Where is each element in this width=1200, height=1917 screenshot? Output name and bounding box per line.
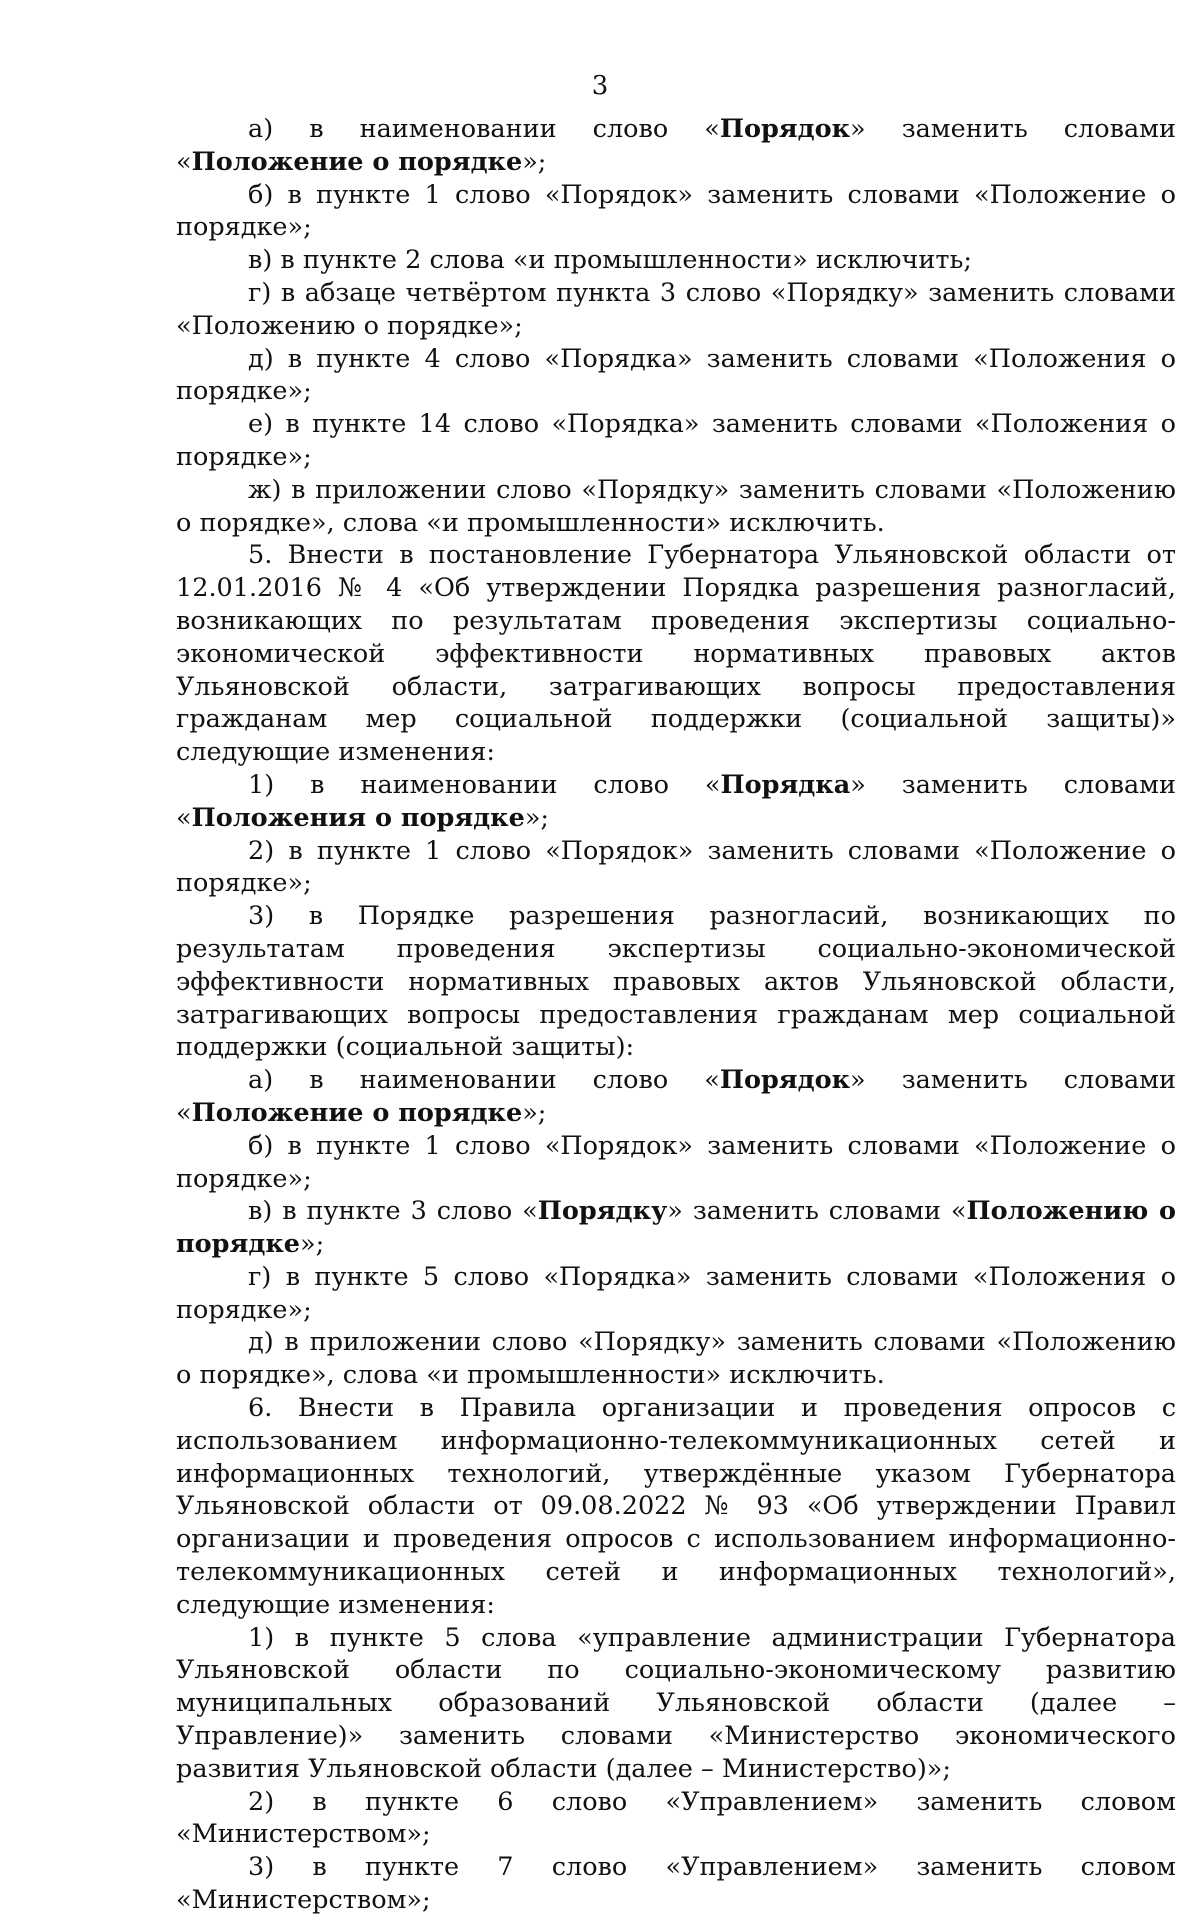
bold-text-run: Положения о порядке bbox=[191, 802, 525, 833]
paragraph-3 bbox=[176, 244, 1176, 277]
text-run: »; bbox=[522, 146, 547, 177]
text-run: 1) в пункте 5 слова «управление администрации Губернатора Ульяновской области по социально-экономическому развитию муниципальных образований Ульяновской области (далее – Управление)» заменить словами «Министерство экономического развития Ульяновской области (далее – Министерство)»; bbox=[176, 1622, 1176, 1784]
bold-text-run: Порядок bbox=[719, 114, 851, 144]
text-run: 6. Внести в Правила организации и проведения опросов с использованием информационно-телекоммуникационных сетей и информационных технологий, утверждённые указом Губернатора Ульяновской области от 09.08.2022 № 93 «Об утверждении Правил организации и проведения опросов с использованием информационно-телекоммуникационных сетей и информационных технологий», следующие изменения: bbox=[176, 1393, 1176, 1620]
text-run: в) в пункте 2 слова «и промышленности» исключить; bbox=[248, 245, 972, 276]
text-run: б) в пункте 1 слово «Порядок» заменить словами «Положение о порядке»; bbox=[176, 1130, 1176, 1194]
text-run: б) в пункте 1 слово «Порядок» заменить словами «Положение о порядке»; bbox=[176, 179, 1176, 243]
bold-text-run: Положение о порядке bbox=[191, 146, 523, 177]
text-run: 5. Внести в постановление Губернатора Ульяновской области от 12.01.2016 № 4 «Об утверждении Порядка разрешения разногласий, возникающих по результатам проведения экспертизы социально-экономической эффективности нормативных правовых актов Ульяновской области, затрагивающих вопросы предоставления гражданам мер социальной поддержки (социальной защиты)» следующие изменения: bbox=[176, 540, 1176, 768]
bold-text-run: Положению о порядке bbox=[176, 1196, 1177, 1260]
paragraph-6 bbox=[176, 408, 1176, 474]
paragraph-12 bbox=[176, 1064, 1176, 1130]
text-run: 1) в наименовании слово « bbox=[248, 769, 721, 800]
paragraph-8 bbox=[176, 539, 1176, 769]
bold-text-run: Порядка bbox=[720, 769, 851, 800]
text-run: »; bbox=[299, 1229, 325, 1260]
paragraph-1 bbox=[176, 113, 1176, 179]
text-run: 3) в пункте 7 слово «Управлением» заменить словом «Министерством»; bbox=[176, 1852, 1176, 1916]
paragraph-14 bbox=[176, 1195, 1176, 1261]
text-run: а) в наименовании слово « bbox=[248, 114, 720, 144]
text-run: 3) в Порядке разрешения разногласий, возникающих по результатам проведения экспертизы социально-экономической эффективности нормативных правовых актов Ульяновской области, затрагивающих вопросы предоставления гражданам мер социальной поддержки (социальной защиты): bbox=[176, 901, 1176, 1063]
paragraph-18 bbox=[176, 1622, 1176, 1786]
paragraph-19 bbox=[176, 1786, 1176, 1852]
text-run: »; bbox=[522, 1097, 547, 1128]
text-run: 2) в пункте 6 слово «Управлением» заменить словом «Министерством»; bbox=[176, 1786, 1176, 1850]
text-run: » заменить словами « bbox=[176, 114, 1176, 177]
paragraph-7 bbox=[176, 474, 1176, 540]
document-body bbox=[176, 113, 1176, 1917]
paragraph-11 bbox=[176, 900, 1176, 1064]
text-run: д) в пункте 4 слово «Порядка» заменить словами «Положения о порядке»; bbox=[176, 343, 1176, 407]
paragraph-5 bbox=[176, 343, 1176, 409]
paragraph-2 bbox=[176, 179, 1176, 245]
bold-text-run: Порядок bbox=[719, 1065, 851, 1096]
paragraph-9 bbox=[176, 769, 1176, 835]
paragraph-20 bbox=[176, 1851, 1176, 1917]
bold-text-run: Положение о порядке bbox=[191, 1097, 523, 1128]
paragraph-10 bbox=[176, 835, 1176, 901]
paragraph-4 bbox=[176, 277, 1176, 343]
paragraph-16 bbox=[176, 1326, 1176, 1392]
paragraph-15 bbox=[176, 1261, 1176, 1327]
text-run: в) в пункте 3 слово « bbox=[248, 1196, 538, 1227]
text-run: » заменить словами « bbox=[667, 1196, 967, 1227]
bold-text-run: Порядку bbox=[537, 1196, 668, 1227]
text-run: 2) в пункте 1 слово «Порядок» заменить словами «Положение о порядке»; bbox=[176, 835, 1176, 899]
text-run: » заменить словами « bbox=[176, 1065, 1176, 1128]
text-run: д) в приложении слово «Порядку» заменить словами «Положению о порядке», слова «и промышленности» исключить. bbox=[176, 1327, 1176, 1391]
paragraph-17 bbox=[176, 1392, 1176, 1622]
text-run: г) в абзаце четвёртом пункта 3 слово «Порядку» заменить словами «Положению о порядке»; bbox=[176, 277, 1176, 341]
text-run: е) в пункте 14 слово «Порядка» заменить словами «Положения о порядке»; bbox=[176, 409, 1176, 472]
paragraph-13 bbox=[176, 1130, 1176, 1196]
text-run: г) в пункте 5 слово «Порядка» заменить словами «Положения о порядке»; bbox=[176, 1261, 1176, 1325]
text-run: » заменить словами « bbox=[176, 769, 1176, 833]
text-run: а) в наименовании слово « bbox=[248, 1065, 720, 1096]
text-run: ж) в приложении слово «Порядку» заменить словами «Положению о порядке», слова «и промышленности» исключить. bbox=[176, 474, 1176, 538]
text-run: »; bbox=[524, 802, 550, 833]
page-number: 3 bbox=[591, 71, 609, 101]
